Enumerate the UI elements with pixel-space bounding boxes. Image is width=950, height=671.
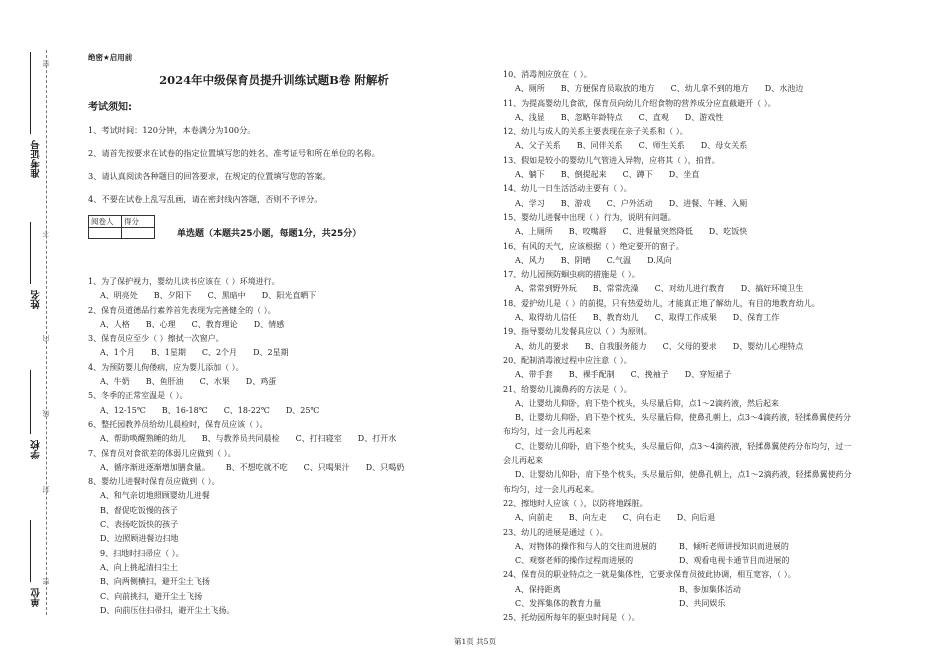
option: B、与教养员共同晨检 — [201, 434, 280, 444]
question-text: 2、保育员道德品行素养首先表现为完善健全的（ ）。 — [88, 305, 276, 315]
option: C、水果 — [199, 377, 230, 387]
page-title: 2024年中级保育员提升训练试题B卷 附解析 — [159, 73, 389, 87]
question-text: B、向两侧横扫，避开尘土飞扬 — [100, 577, 210, 587]
question-text: 6、整托园教养员给幼儿晨检时，保育员应该（ ）。 — [88, 419, 268, 429]
notice-item: 2、请首先按要求在试卷的指定位置填写您的姓名、准考证号和所在单位的名称。 — [88, 148, 380, 158]
option: B、参加集体活动 — [679, 584, 741, 594]
option: C、18-22℃ — [223, 405, 270, 415]
exam-number-label: 准考证号 — [31, 140, 42, 178]
question-text: D、边照顾进餐边扫地 — [100, 534, 179, 544]
secret-label: 绝密★启用前 — [88, 53, 133, 62]
option: D.风向 — [647, 255, 672, 265]
question-text: 10、消毒剂应放在（ ）。 — [503, 70, 592, 79]
option: A、人格 — [100, 319, 130, 329]
option: A、带手套 — [515, 370, 553, 380]
option: A、风力 — [515, 255, 545, 265]
option: B、倾听老师讲授知识而进展的 — [679, 541, 789, 551]
page-footer: 第1页 共5页 — [454, 637, 496, 646]
option: C、取得工作成果 — [654, 313, 717, 323]
option: D、穿短裙子 — [684, 370, 732, 380]
score-table — [88, 215, 155, 239]
option: A、对物体的操作和与人的交往而进展的 — [515, 541, 657, 551]
option-row — [503, 597, 853, 611]
section-heading: 单选题（本题共25小题，每题1分，共25分） — [177, 228, 362, 239]
option: D、只喝奶 — [365, 462, 405, 472]
option: B、忽略年龄特点 — [560, 112, 623, 122]
seal-mark: 封 — [42, 486, 50, 493]
option: D、吃饭快 — [708, 227, 748, 237]
option: A、让婴幼儿仰卧，肩下垫个枕头，头尽量后仰，点1～2滴药液，然后起来 — [515, 398, 779, 408]
seal-mark: 密 — [42, 578, 50, 585]
option: D、母女关系 — [700, 141, 748, 151]
option: A、12-15℃ — [100, 405, 146, 415]
option: D、鸡蛋 — [245, 377, 277, 387]
option: A、父子关系 — [515, 141, 561, 151]
question-text: 15、婴幼儿进餐中出现（ ）行为，说明有问题。 — [503, 212, 676, 222]
option: D、让婴幼儿仰卧，肩下垫个枕头，头尽量后仰，使鼻孔朝上，点1～2滴药液，轻揉鼻翼使药分布均匀，过一会儿再起来。 — [503, 470, 852, 494]
option: B、倒提起来 — [560, 170, 607, 180]
reviewer-input-cell[interactable] — [89, 228, 122, 239]
option: D、共同娱乐 — [679, 598, 726, 608]
option: A、浅显 — [515, 112, 545, 122]
question-text: A、向上挑起清扫尘土 — [100, 562, 178, 572]
option: C、幼儿拿不到的地方 — [670, 84, 749, 94]
question-text: 8、婴幼儿进餐时保育员应做到（ ）。 — [88, 477, 220, 487]
option: D、保育工作 — [732, 313, 780, 323]
notice-heading: 考试须知: — [88, 102, 132, 113]
school-label: 学校 — [31, 440, 42, 459]
seal-mark: 密 — [42, 60, 50, 67]
option-row — [503, 311, 853, 325]
option: B、让婴幼儿仰卧，肩下垫个枕头，头尽量后仰，使鼻孔朝上，点3～4滴药液，轻揉鼻翼使药分布均匀，过一会儿再起来 — [503, 413, 852, 437]
seal-mark: 线 — [42, 410, 50, 417]
option: D、搞好环境卫生 — [740, 284, 804, 294]
name-field[interactable] — [30, 222, 31, 284]
option: B、咬嘴唇 — [568, 227, 607, 237]
option-row — [88, 375, 488, 389]
option: D、向后退 — [676, 513, 716, 523]
reviewer-cell: 阅卷人 — [89, 216, 122, 228]
option: C、打扫寝室 — [295, 434, 342, 444]
option: B、自我服务能力 — [584, 341, 647, 351]
option: B、鱼肝油 — [145, 377, 184, 387]
option: D、坐直 — [668, 170, 700, 180]
option: C、师生关系 — [638, 141, 685, 151]
option: B、阴晴 — [560, 255, 591, 265]
question-text: 20、配制消毒液过程中应注意（ ）。 — [503, 355, 632, 365]
option: C、只喝果汁 — [303, 462, 350, 472]
unit-label: 单位 — [31, 588, 42, 607]
seal-mark: 内 — [42, 335, 50, 342]
question-text: 22、擦地时人应该（ ），以防将地踩脏。 — [503, 498, 648, 508]
option: A、帮助唤醒熟睡的幼儿 — [100, 434, 186, 444]
option-row — [503, 583, 853, 597]
notice-item: 4、不要在试卷上乱写乱画，请在密封线内答题，否则不予评分。 — [88, 194, 323, 204]
seal-line — [46, 50, 47, 615]
option: B、游戏 — [560, 198, 591, 208]
option-row — [88, 432, 488, 446]
option: B、方便保育员取放的地方 — [560, 84, 655, 94]
question-text: 4、为预防婴儿佝偻病，应为婴儿添加（ ）。 — [88, 362, 244, 372]
option-row — [503, 554, 853, 568]
binding-margin — [0, 0, 68, 671]
question-text: 11、为提高婴幼儿食欲，保育员向幼儿介绍食物的营养成分应直截避开（ ）。 — [503, 98, 776, 108]
question-list-right — [503, 68, 853, 626]
option-row — [503, 254, 853, 268]
question-text: 21、给婴幼儿滴鼻药的方法是（ ）。 — [503, 384, 632, 394]
option: C、直观 — [638, 112, 669, 122]
option: D、阳光直晒下 — [261, 291, 317, 301]
option-row — [503, 139, 853, 153]
option: A、明亮处 — [100, 291, 138, 301]
question-text: C、向前挑扫，避开尘土飞扬 — [100, 591, 203, 601]
option: B、夕阳下 — [153, 291, 192, 301]
unit-field[interactable] — [30, 520, 31, 582]
option: C、2个月 — [201, 348, 238, 358]
question-text: 5、冬季的正常室温是（ ）。 — [88, 391, 188, 401]
question-text: 18、爱护幼儿是（ ）的前提，只有热爱幼儿，才能真正地了解幼儿，有目的地教育幼儿。 — [503, 298, 820, 308]
option: C、进餐量突然降低 — [622, 227, 693, 237]
option: C、黑暗中 — [207, 291, 246, 301]
option: D、游戏性 — [684, 112, 724, 122]
question-text: 9、扫地时扫帚应（ ）。 — [100, 548, 184, 558]
question-text: A、和气亲切地照顾婴幼儿进餐 — [100, 491, 210, 501]
school-field[interactable] — [30, 370, 31, 434]
option: D、水池边 — [764, 84, 804, 94]
option: B、常常洗澡 — [592, 284, 639, 294]
option-row — [503, 540, 853, 554]
option-row — [503, 225, 853, 239]
option: A、保持距离 — [515, 584, 561, 594]
question-text: 1、为了保护视力，婴幼儿读书应该在（ ）环境进行。 — [88, 277, 280, 286]
option: A、循序渐进逐渐增加膳食量。 — [100, 462, 210, 472]
question-text: B、督促吃饭慢的孩子 — [100, 505, 178, 515]
option: D、进餐、午睡、入厕 — [668, 198, 748, 208]
option: C、挽袖子 — [630, 370, 669, 380]
option-row — [503, 168, 853, 182]
question-text: 19、指导婴幼儿发餐具应以（ ）为原则。 — [503, 327, 652, 337]
option: A、牛奶 — [100, 377, 130, 387]
option: C、蹲下 — [622, 170, 653, 180]
question-text: 3、保育员应至少（ ）擦拭一次窗户。 — [88, 334, 224, 344]
option-row — [88, 404, 488, 418]
option: D、婴幼儿心理特点 — [732, 341, 804, 351]
option-row — [503, 368, 853, 382]
option: B、16-18℃ — [161, 405, 208, 415]
option: B、1星期 — [150, 348, 186, 358]
question-text: 16、有风的天气，应该根据（ ）绝定要开的窗子。 — [503, 241, 684, 251]
option: A、取得幼儿信任 — [515, 313, 577, 323]
seal-mark: 不 — [42, 230, 50, 237]
option: C、教育理论 — [191, 319, 238, 329]
notice-item: 1、考试时间：120分钟，本卷满分为100分。 — [88, 125, 256, 135]
option-row — [503, 82, 853, 96]
option: D、25℃ — [285, 405, 320, 415]
option: A、常常到野外玩 — [515, 284, 577, 294]
option: B、心理 — [145, 319, 176, 329]
option: B、不想吃就不吃 — [225, 462, 288, 472]
option: A、1个月 — [100, 348, 135, 358]
option: B、教育幼儿 — [592, 313, 639, 323]
option: C、户外活动 — [606, 198, 653, 208]
question-text: 13、假如是较小的婴幼儿气管进入异物，应将其（ ），拍背。 — [503, 155, 720, 165]
option: A、学习 — [515, 198, 545, 208]
option: B、同伴关系 — [576, 141, 623, 151]
option-row — [88, 318, 488, 332]
score-input-cell[interactable] — [122, 228, 155, 239]
name-label: 姓名 — [31, 290, 42, 309]
question-text: 7、保育员对食欲差的体弱儿应做到（ ）。 — [88, 448, 236, 458]
question-text: 14、幼儿一日生活活动主要有（ ）。 — [503, 184, 632, 194]
option-row — [503, 197, 853, 211]
question-text: D、向前压住扫帚扫，避开尘土飞扬。 — [100, 605, 235, 615]
option: B、裸手配制 — [568, 370, 615, 380]
score-cell: 得分 — [122, 216, 155, 228]
option-row — [88, 289, 488, 303]
option-row — [503, 282, 853, 296]
left-column — [88, 52, 488, 618]
option-row — [503, 511, 853, 525]
option-row — [88, 346, 488, 360]
option: A、厕所 — [515, 84, 545, 94]
option: A、躺下 — [515, 170, 545, 180]
question-text: 25、托幼园所每年的驱虫时间是（ ）。 — [503, 613, 640, 623]
question-text: 23、幼儿的进展是通过（ ）。 — [503, 527, 608, 537]
option: D、观看电视卡通节目而进展的 — [679, 556, 790, 566]
option: D、2星期 — [253, 348, 289, 358]
question-text: C、表扬吃饭快的孩子 — [100, 520, 179, 530]
option-row — [503, 340, 853, 354]
question-text: 17、幼儿园预防蛔虫病的措施是（ ）。 — [503, 270, 640, 280]
option: C、让婴幼儿仰卧，肩下垫个枕头，头尽量后仰，点3～4滴药液，轻揉鼻翼使药分布均匀，过一会儿再起来 — [503, 441, 852, 466]
option: A、向前走 — [515, 513, 553, 523]
option-row — [88, 461, 488, 475]
option: A、上厕所 — [515, 227, 553, 237]
option: C、发挥集体的教育力量 — [515, 598, 602, 608]
score-box — [88, 215, 488, 239]
option: C.气温 — [606, 255, 632, 265]
option: D、打开水 — [357, 434, 397, 444]
option: C、观察老师的操作过程而进展的 — [515, 556, 634, 566]
option: B、向左走 — [568, 513, 607, 523]
question-text: 12、幼儿与成人的关系主要表现在亲子关系和（ ）。 — [503, 127, 688, 137]
option: C、父母的要求 — [662, 341, 717, 351]
option: C、向右走 — [622, 513, 661, 523]
option: A、幼儿的要求 — [515, 341, 569, 351]
question-text: 24、保育员的职业特点之一就是集体性，它要求保育员彼此协调，相互宽容，（ ）。 — [503, 570, 796, 580]
option: C、对幼儿进行教育 — [654, 284, 725, 294]
option: D、情感 — [253, 319, 285, 329]
notice-item: 3、请认真阅读各种题目的回答要求，在规定的位置填写您的答案。 — [88, 171, 331, 181]
question-list-left — [88, 275, 488, 618]
option-row — [503, 111, 853, 125]
exam-number-field[interactable] — [30, 52, 31, 134]
